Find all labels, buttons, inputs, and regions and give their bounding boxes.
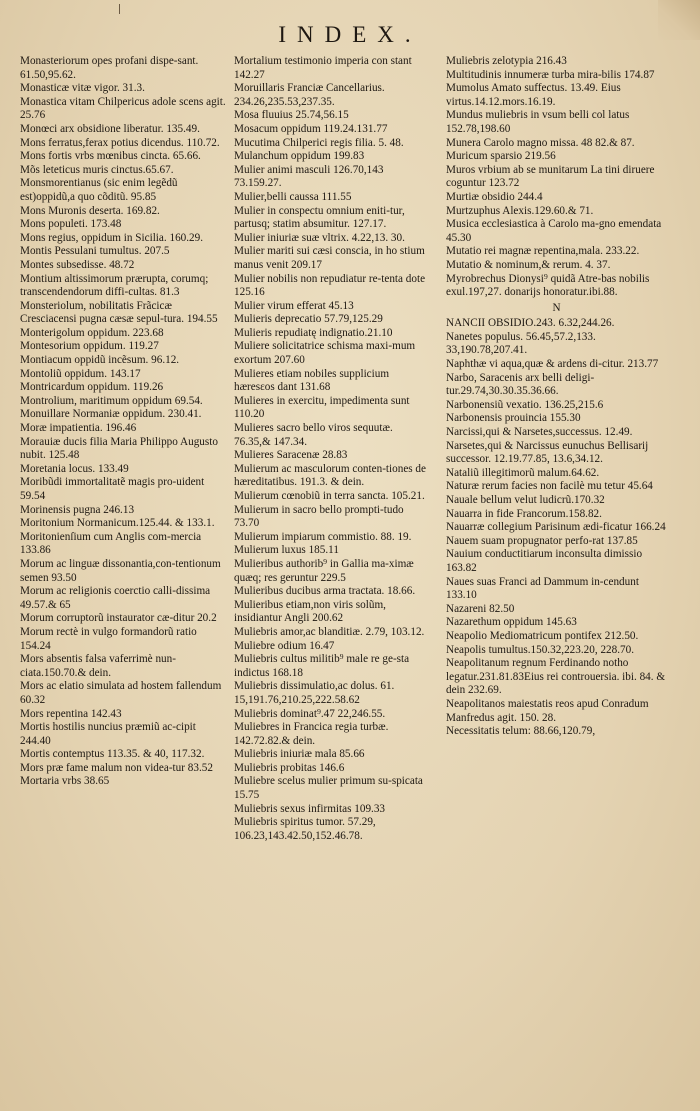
index-entry: Nauale bellum velut ludicrũ.170.32 (446, 494, 605, 506)
index-entry: Muliebre scelus mulier primum su-spicata 15.75 (234, 775, 423, 802)
index-entry: Mulieris repudiatę indignatio.21.10 (234, 326, 393, 339)
ink-mark (119, 4, 120, 14)
index-entry: Montes subsedisse. 48.72 (20, 258, 135, 271)
index-entry: Nauem suam propugnator perfo-rat 137.85 (446, 534, 638, 547)
index-entry: Mulier animi masculi 126.70,143 73.159.27. (234, 163, 384, 190)
index-entry: Muliebres in Francica regia turbæ. 142.72.82.& dein. (234, 721, 389, 747)
index-entry: Narcissi,qui & Narsetes,successus. 12.49. (446, 426, 633, 439)
page-title: INDEX. (278, 22, 422, 47)
index-entry: Mortaria vrbs 38.65 (20, 775, 110, 788)
index-entry: Muliebre odium 16.47 (234, 639, 335, 652)
index-column-1 (20, 55, 226, 789)
index-entry: Nataliũ illegitimorũ malum.64.62. (446, 466, 600, 479)
index-entry: Muliebris amor,ac blanditiæ. 2.79, 103.12. (234, 625, 425, 638)
index-entry: Mulier mariti sui cæsi conscia, in ho stium manus venit 209.17 (234, 245, 425, 271)
index-entry: Moritonienſium cum Anglis com-mercia 133.86 (20, 530, 202, 557)
index-entry: NANCII OBSIDIO.243. 6.32,244.26. (446, 317, 615, 330)
index-entry: Musica ecclesiastica à Carolo ma-gno emendata 45.30 (446, 218, 662, 244)
index-entry: Mulier in conspectu omnium eniti-tur, partusq; statim absumitur. 127.17. (234, 204, 405, 231)
index-entry: Montium altissimorum prærupta, corumq; transcendendorum diffi-cultas. 81.3 (20, 272, 209, 299)
index-entry: Monastica vitam Chilpericus adole scens agit. 25.76 (20, 95, 226, 122)
index-entry: Montesorium oppidum. 119.27 (20, 340, 159, 353)
index-entry: Morum ac religionis coerctio calli-dissima 49.57.& 65 (20, 585, 211, 611)
index-entry: Mulieres Saracenæ 28.83 (234, 449, 348, 462)
index-entry: Muliebris iniuriæ mala 85.66 (234, 748, 365, 761)
index-entry: Mors ac elatio simulata ad hostem fallendum 60.32 (20, 680, 222, 706)
index-entry: Mulieres etiam nobiles supplicium hæresεos dant 131.68 (234, 367, 390, 394)
index-entry: Muliebris zelotypia 216.43 (446, 55, 567, 67)
index-entry: Muliebris cultus militib⁹ male re ge-sta indictus 168.18 (234, 653, 410, 679)
index-entry: Mulieres sacro bello viros sequutæ. 76.35,& 147.34. (234, 422, 393, 448)
index-entry: Mulieres in exercitu, impedimenta sunt 110.20 (234, 394, 410, 421)
index-entry: Neapolis tumultus.150.32,223.20, 228.70. (446, 643, 635, 656)
index-entry: Monuillare Normaniæ oppidum. 230.41. (20, 408, 202, 421)
index-entry: Nazareni 82.50 (446, 602, 515, 615)
index-entry: Narbonensiũ vexatio. 136.25,215.6 (446, 398, 604, 411)
index-entry: Neapolitanum regnum Ferdinando notho legatur.231.81.83Eius rei controuersia. ibi. 84. & dein 232.69. (446, 657, 666, 697)
index-entry: Morauiæ ducis filia Maria Philippo Augusto nubit. 125.48 (20, 435, 218, 462)
index-entry: Neapolitanos maiestatis reos apud Conradum Manfredus agit. 150. 28. (446, 697, 649, 724)
index-entry: Monsmorentianus (sic enim legẽdũ est)oppidũ,a quo cõditũ. 95.85 (20, 177, 178, 203)
index-entry: Mulieribus authorib⁹ in Gallia ma-ximæ quæq; res geruntur 229.5 (234, 557, 414, 584)
index-entry: Mortalium testimonio imperia con stant 142.27 (234, 55, 412, 81)
index-entry: Monasteriorum opes profani dispe-sant. 61.50,95.62. (20, 55, 199, 81)
index-entry: Muliebris dominat⁹.47 22,246.55. (234, 707, 386, 720)
index-entry: Mulieribus ducibus arma tractata. 18.66. (234, 585, 416, 598)
index-entry: Moretania locus. 133.49 (20, 462, 129, 475)
index-entry: Nauarra in fide Francorum.158.82. (446, 507, 602, 520)
index-entry: Muliebris dissimulatio,ac dolus. 61. 15,191.76,210.25,222.58.62 (234, 680, 395, 706)
index-entry: Monœci arx obsidione liberatur. 135.49. (20, 122, 200, 135)
index-column-3 (446, 55, 668, 739)
index-entry: Mons regius, oppidum in Sicilia. 160.29. (20, 231, 204, 244)
index-entry: Morum ac linguæ dissonantia,con-tentionum semen 93.50 (20, 557, 221, 584)
index-entry: Mons ferratus,ferax potius dicendus. 110.72. (20, 136, 220, 149)
index-entry: Montricardum oppidum. 119.26 (20, 381, 164, 394)
index-entry: Mumolus Amato suffectus. 13.49. Eius virtus.14.12.mors.16.19. (446, 82, 621, 108)
index-entry: Mulier iniuriæ suæ vltrix. 4.22,13. 30. (234, 231, 405, 244)
index-entry: Neapolio Mediomatricum pontifex 212.50. (446, 629, 639, 642)
index-entry: Montrolium, maritimum oppidum 69.54. (20, 394, 203, 407)
index-entry: Mortis hostilis nuncius præmiũ ac-cipit 244.40 (20, 721, 196, 747)
index-entry: Mulierum in sacro bello prompti-tudo 73.70 (234, 503, 404, 530)
index-entry: Moræ impatientia. 196.46 (20, 422, 137, 435)
index-entry: Multitudinis innumeræ turba mira-bilis 174.87 (446, 68, 655, 81)
index-entry: Moruillaris Franciæ Cancellarius. 234.26,235.53,237.35. (234, 82, 385, 108)
letter-heading: N (552, 301, 562, 314)
index-entry: Monsteriolum, nobilitatis Frãcicæ Cresciacensi pugna cæsæ sepul-tura. 194.55 (20, 299, 218, 326)
index-entry: Necessitatis telum: 88.66,120.79, (446, 725, 596, 738)
index-entry: Nazarethum oppidum 145.63 (446, 616, 577, 629)
index-entry: Myrobrechus Dionysi⁹ quidã Atre-bas nobilis exul.197,27. donarijs honoratur.ibi.88. (446, 272, 650, 299)
index-entry: Montis Pessulani tumultus. 207.5 (20, 245, 170, 258)
index-entry: Mulieris deprecatio 57.79,125.29 (234, 313, 383, 326)
index-column-2 (234, 55, 430, 843)
index-entry: Monterigolum oppidum. 223.68 (20, 326, 164, 339)
index-entry: Murtiæ obsidio 244.4 (446, 190, 543, 203)
index-entry: Naues suas Franci ad Dammum in-cendunt 133.10 (446, 575, 639, 602)
index-entry: Monasticæ vitæ vigor. 31.3. (20, 82, 145, 95)
index-entry: Mulier nobilis non repudiatur re-tenta dote 125.16 (234, 272, 426, 299)
index-entry: Mons fortis vrbs mœnibus cincta. 65.66. (20, 150, 201, 163)
index-entry: Muliebris sexus infirmitas 109.33 (234, 802, 386, 815)
index-entry: Mors repentina 142.43 (20, 707, 122, 720)
index-entry: Munera Carolo magno missa. 48 82.& 87. (446, 136, 635, 149)
index-entry: Naphthæ vi aqua,quæ & ardens di-citur. 213.77 (446, 358, 659, 371)
index-entry: Nauium conductitiarum inconsulta dimissio 163.82 (446, 548, 643, 574)
index-entry: Mulierum cœnobiũ in terra sancta. 105.21. (234, 490, 425, 502)
index-entry: Murtzuphus Alexis.129.60.& 71. (446, 204, 594, 217)
index-entry: Narbo, Saracenis arx belli deligi-tur.29.74,30.30.35.36.66. (446, 371, 595, 398)
index-entry: Muros vrbium ab se munitarum La tini diruere coguntur 123.72 (446, 163, 655, 190)
index-entry: Mons populeti. 173.48 (20, 218, 122, 231)
index-entry: Mulieribus etiam,non viris solũm, insidiantur Angli 200.62 (234, 598, 386, 625)
index-entry: Muricum sparsio 219.56 (446, 150, 556, 163)
index-entry: Nauarræ collegium Parisinum ædi-ficatur 166.24 (446, 521, 666, 534)
index-entry: Mosa fluuius 25.74,56.15 (234, 109, 349, 122)
index-entry: Mutatio rei magnæ repentina,mala. 233.22. (446, 245, 640, 258)
index-entry: Mulierum impiarum commistio. 88. 19. (234, 530, 412, 543)
index-entry: Muliebris probitas 146.6 (234, 761, 345, 774)
index-entry: Mulierum ac masculorum conten-tiones de hæreditatibus. 191.3. & dein. (234, 462, 426, 489)
index-entry: Narbonensis prouincia 155.30 (446, 412, 581, 425)
index-entry: Mors præ fame malum non videa-tur 83.52 (20, 761, 213, 774)
index-entry: Muliebris spiritus tumor. 57.29, 106.23,143.42.50,152.46.78. (234, 816, 376, 842)
index-entry: Mõs leteticus muris cinctus.65.67. (20, 163, 174, 176)
index-entry: Mors absentis falsa vaferrimè nun-ciata.150.70.& dein. (20, 653, 176, 679)
index-entry: Mosacum oppidum 119.24.131.77 (234, 122, 388, 135)
index-entry: Mucutima Chilperici regis filia. 5. 48. (234, 136, 404, 149)
index-entry: Mundus muliebris in vsum belli col latus 152.78,198.60 (446, 109, 630, 135)
index-entry: Nanetes populus. 56.45,57.2,133. 33,190.78,207.41. (446, 330, 596, 357)
index-entry: Naturæ rerum facies non facilè mu tetur 45.64 (446, 480, 653, 493)
index-entry: Muliere solicitatrice schisma maxi-mum exortum 207.60 (234, 340, 416, 367)
index-entry: Mutatio & nominum,& rerum. 4. 37. (446, 258, 611, 271)
index-entry: Montiacum oppidũ incẽsum. 96.12. (20, 354, 180, 367)
index-entry: Mulier virum efferat 45.13 (234, 299, 354, 312)
index-entry: Mulierum luxus 185.11 (234, 544, 339, 557)
index-entry: Narsetes,qui & Narcissus eunuchus Bellisarij successor. 12.19.77.85, 13.6,34.12. (446, 439, 649, 466)
index-entry: Montoliũ oppidum. 143.17 (20, 367, 141, 380)
index-entry: Moritonium Normanicum.125.44. & 133.1. (20, 517, 215, 530)
index-entry: Mons Muronis deserta. 169.82. (20, 204, 160, 217)
index-entry: Morinensis pugna 246.13 (20, 503, 135, 516)
index-entry: Moribũdi immortalitatẽ magis pro-uident 59.54 (20, 476, 205, 502)
index-entry: Morum corruptorũ instaurator cæ-ditur 20.2 (20, 612, 217, 625)
index-entry: Mortis contemptus 113.35. & 40, 117.32. (20, 748, 205, 761)
index-entry: Morum rectè in vulgo formandorũ ratio 154.24 (20, 625, 197, 652)
index-entry: Mulanchum oppidum 199.83 (234, 150, 365, 163)
index-entry: Mulier,belli caussa 111.55 (234, 190, 352, 203)
